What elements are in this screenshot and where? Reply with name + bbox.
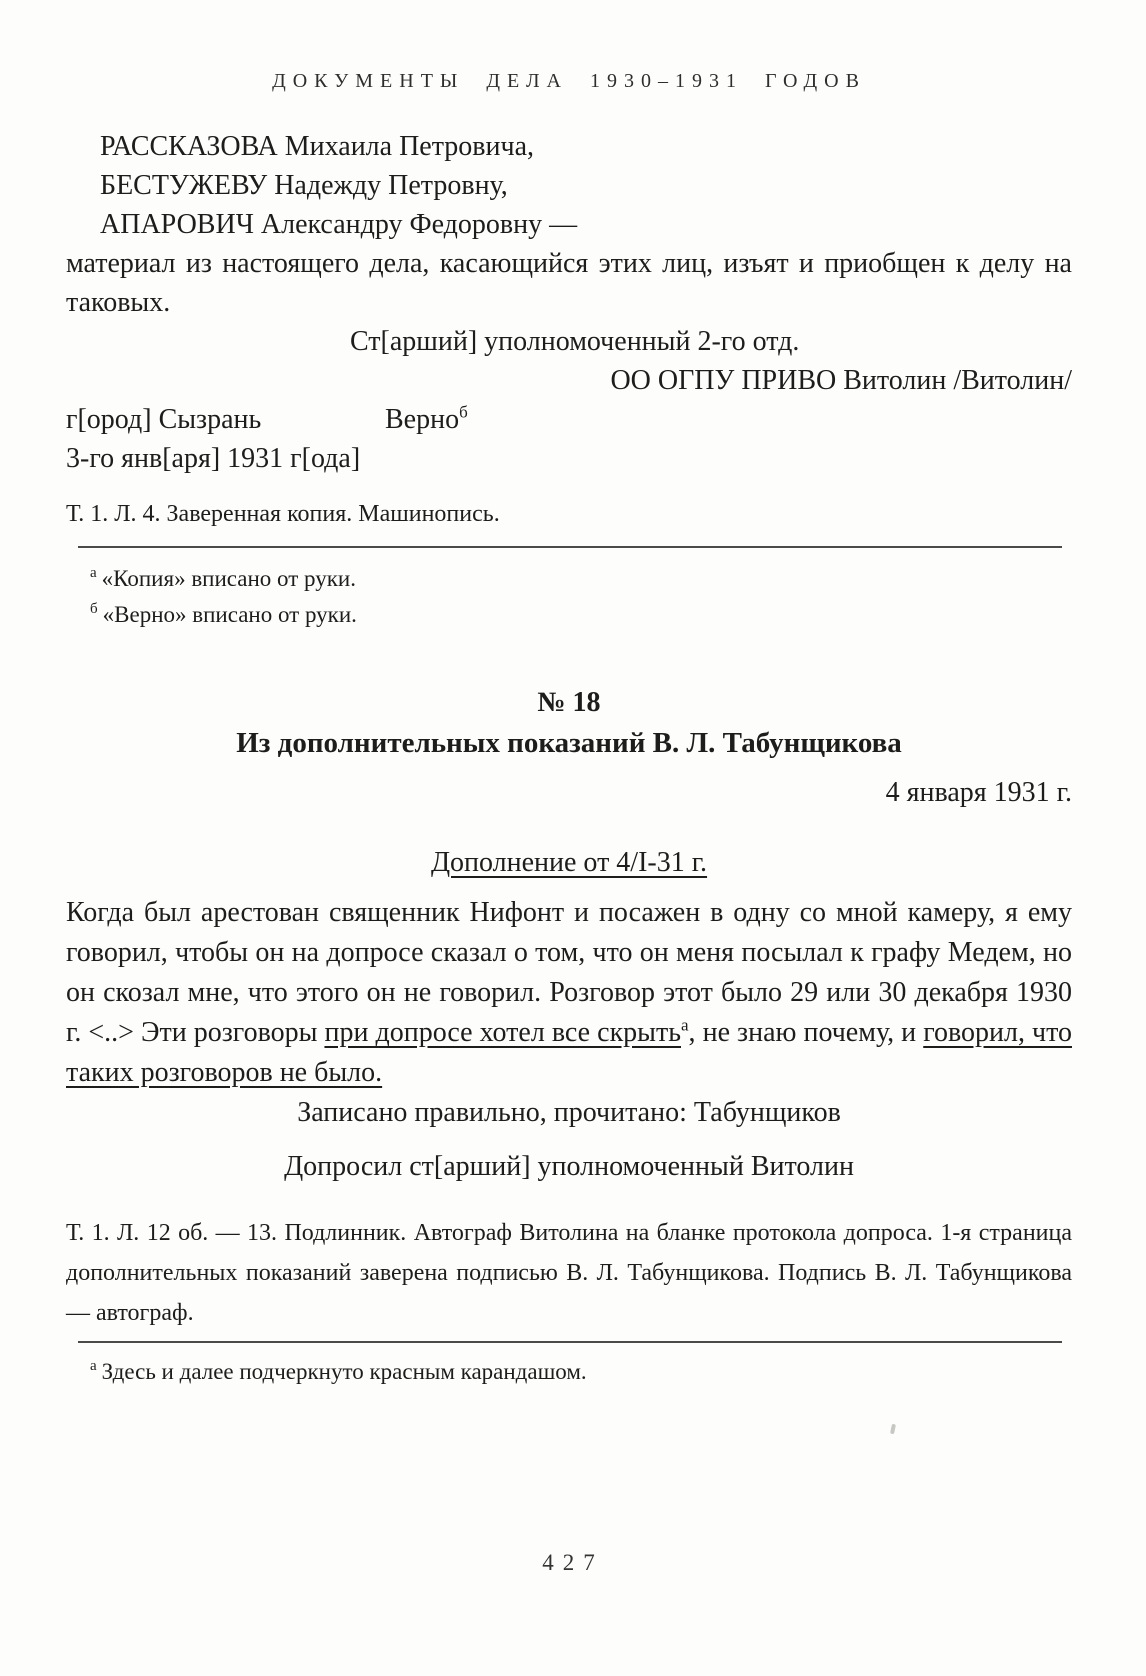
footnote-ref-b: б [459, 402, 468, 422]
testimony-segment: Когда был арестован священник Нифонт и посажен в одну со мной камеру, я ему говорил, чтобы он на допросе сказал о том, что он меня посылал к графу Медем, но он скозал мне, что этого он не говорил. Розговор этот было 29 или 30 декабря 1930 г. <..> Эти розговоры [66, 897, 1072, 1048]
footnote-divider [78, 1341, 1062, 1343]
footnote-ref-a: а [681, 1015, 689, 1035]
running-header: ДОКУМЕНТЫ ДЕЛА 1930–1931 ГОДОВ [272, 70, 866, 92]
document-number: № 18 [537, 687, 601, 718]
certification-word: Верно [385, 404, 460, 435]
addressee-line: РАССКАЗОВА Михаила Петровича, [100, 131, 535, 162]
testimony-heading-text: Дополнение от 4/I-31 г. [430, 847, 708, 878]
resolution-text: материал из настоящего дела, касающийся этих лиц, изъят и приобщен к делу на таковых. [66, 248, 1072, 318]
footnote-b-mark: б [90, 601, 98, 618]
document-title: Из дополнительных показаний В. Л. Табунщикова [236, 727, 902, 759]
archival-reference: Т. 1. Л. 12 об. — 13. Подлинник. Автограф Витолина на бланке протокола допроса. 1-я страница дополнительных показаний заверена подписью В. Л. Табунщикова. Подпись В. Л. Табунщикова — автограф. [66, 1220, 1072, 1326]
footnote-b-text: «Верно» вписано от руки. [102, 602, 357, 627]
underlined-phrase: при допросе хотел все скрыть [324, 1017, 681, 1048]
archival-reference: Т. 1. Л. 4. Заверенная копия. Машинопись. [66, 501, 500, 527]
testimony-text [66, 893, 1072, 1093]
page-number: 427 [542, 1550, 604, 1575]
footnote-a [90, 1354, 1072, 1390]
document-date: 3-го янв[аря] 1931 г[ода] [66, 443, 361, 474]
place-name: г[ород] Сызрань [66, 404, 262, 435]
footnotes-block [90, 561, 1072, 633]
signoff-organization: ОО ОГПУ ПРИВО Витолин /Витолин/ [610, 365, 1072, 396]
place-certification-line [66, 400, 1072, 439]
footnotes-block [90, 1354, 1072, 1390]
recorded-statement: Записано правильно, прочитано: Табунщиков [297, 1097, 841, 1128]
testimony-heading [66, 843, 1072, 883]
footnote-a-mark: а [90, 1358, 97, 1375]
document-date: 4 января 1931 г. [885, 777, 1072, 808]
testimony-segment: , не знаю почему, и [688, 1017, 924, 1048]
underlined-phrase: говорил, что таких розговоров не было. [66, 1017, 1072, 1088]
footnote-a-text: Здесь и далее подчеркнуто красным карандашом. [101, 1359, 587, 1384]
addressee-line: АПАРОВИЧ Александру Федоровну — [100, 209, 578, 240]
footnote-a-mark: а [90, 565, 97, 582]
footnote-b [90, 597, 1072, 633]
footnote-divider [78, 546, 1062, 548]
page-content [66, 0, 1072, 1390]
scan-artifact [890, 1424, 896, 1435]
interrogator-line: Допросил ст[арший] уполномоченный Витолин [284, 1151, 854, 1182]
footnote-a [90, 561, 1072, 597]
document-17-fragment [66, 127, 1072, 530]
document-18 [66, 683, 1072, 1333]
footnote-a-text: «Копия» вписано от руки. [101, 566, 356, 591]
signoff-role: Ст[арший] уполномоченный 2-го отд. [350, 326, 800, 357]
addressee-line: БЕСТУЖЕВУ Надежду Петровну, [100, 170, 508, 201]
